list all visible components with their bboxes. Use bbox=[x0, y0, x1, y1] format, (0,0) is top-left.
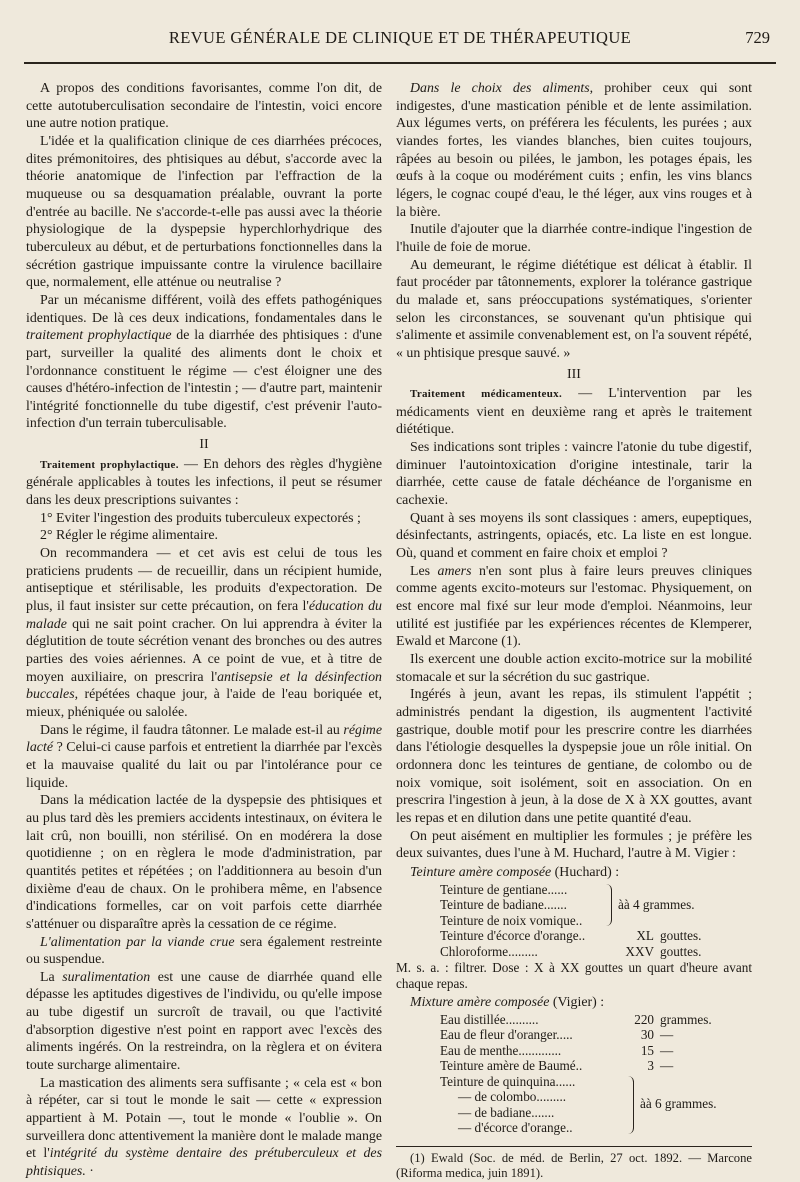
formula-row: Chloroforme......... XXV gouttes. bbox=[440, 943, 702, 959]
paragraph: L'alimentation par la viande crue sera également restreinte ou suspendue. bbox=[26, 934, 382, 968]
right-column bbox=[396, 80, 752, 1182]
list-item: 2° Régler le régime alimentaire. bbox=[40, 528, 218, 544]
formula-table bbox=[440, 882, 752, 960]
journal-title: REVUE GÉNÉRALE DE CLINIQUE ET DE THÉRAPEUTIQUE bbox=[168, 28, 632, 47]
paragraph: Traitement prophylactique. — En dehors des règles d'hygiène générale applicables à toutes les infections, il peut se résumer dans les deux prescriptions suivantes : bbox=[26, 456, 382, 509]
formula-row: Eau de menthe............. 15 — bbox=[440, 1042, 674, 1058]
header-rule bbox=[24, 62, 776, 64]
formula-row: Teinture d'écorce d'orange.. XL gouttes. bbox=[440, 928, 702, 944]
formula-title: Mixture amère composée (Vigier) : bbox=[410, 995, 605, 1011]
paragraph: L'idée et la qualification clinique de ces diarrhées précoces, dites prémonitoires, des phtisiques au début, s'accorde avec la théorie anatomique de l'infection par l'effraction de la muqueuse ou sa desquamation préalable, ouvrant la porte d'entrée au bacille. Ne s'accorde-t-elle pas aussi avec la théorie physiologique de la dyspepsie hyperchlorhydrique des tuberculeux au début, et de perturbations fonctionnelles dans la sécrétion gastrique impuissante contre la virulence bacillaire que, normalement, elle atténue ou neutralise ? bbox=[26, 133, 382, 291]
formula-row: — d'écorce d'orange.. bbox=[458, 1120, 573, 1136]
formula-row: Teinture de gentiane...... bbox=[440, 881, 568, 897]
paragraph: Dans la médication lactée de la dyspepsie des phtisiques et au plus tard dès les premiers accidents intestinaux, on évitera le lait crû, non bouilli, non stérilisé. On en modérera la dose quotidienne ; on en règlera le mode d'administration, par quantités petites et répétées ; on l'additionnera au besoin d'un dixième d'eau de chaux. On le prohibera même, en l'absence d'indications formelles, car on voit parfois cette diarrhée s'atténuer ou disparaître après la cessation de ce régime. bbox=[26, 793, 382, 932]
section-heading: Traitement prophylactique. bbox=[40, 458, 179, 471]
formula-row: Teinture de badiane....... bbox=[440, 897, 567, 913]
paragraph: Ils exercent une double action excito-motrice sur la mobilité stomacale et sur la sécrétion du suc gastrique. bbox=[396, 652, 752, 685]
formula-row: Teinture de noix vomique.. bbox=[440, 912, 583, 928]
paragraph: La suralimentation est une cause de diarrhée quand elle dépasse les aptitudes digestives de l'individu, ou qu'elle impose au tube digestif un surcroît de travail, ou que l'activité d'absorption digestive n'est point en rapport avec l'excès des aliments ingérés. On la restreindra, on la règlera et on évitera toute surcharge alimentaire. bbox=[26, 969, 382, 1074]
footnote-rule bbox=[396, 1146, 752, 1147]
paragraph: Inutile d'ajouter que la diarrhée contre-indique l'ingestion de l'huile de foie de morue. bbox=[396, 222, 752, 255]
brace-mark bbox=[606, 884, 612, 926]
paragraph: La mastication des aliments sera suffisante ; « cela est « bon à répéter, car si tout le monde le sait — cette « expression appartient à M. Potain —, tout le monde « l'oublie ». On surveillera donc attentivement la manière dont le malade mange et l'intégrité du système dentaire des prétuberculeux et des phtisiques. · bbox=[26, 1075, 382, 1180]
brace-mark bbox=[628, 1076, 634, 1134]
running-header bbox=[24, 28, 776, 54]
formula-row: Eau de fleur d'oranger..... 30 — bbox=[440, 1027, 674, 1043]
braced-ingredients bbox=[440, 882, 752, 929]
paragraph: Les amers n'en sont plus à faire leurs preuves cliniques comme agents excito-moteurs sur l'estomac. Physiquement, on est encore mal fixé sur leur mode d'emploi. Néanmoins, leur utilité est justifiée par les expériences récentes de Klemperer, Ewald et Marcone (1). bbox=[396, 563, 753, 650]
paragraph: Par un mécanisme différent, voilà des effets pathogéniques identiques. De là ces deux indications, fondamentales dans le traitement prophylactique de la diarrhée des phtisiques : d'une part, surveiller la qualité des aliments dont le choix et l'ordonnance constituent le régime — c'est éloigner une des causes d'hétéro-infection de l'intestin ; — d'autre part, maintenir l'intégrité fonctionnelle du tube digestif, c'est prévenir l'auto-infection d'un terrain tuberculisable. bbox=[26, 292, 382, 432]
footnote: (1) Ewald (Soc. de méd. de Berlin, 27 oct. 1892. — Marcone (Riforma medica, juin 1891). bbox=[396, 1150, 752, 1181]
paragraph: Dans le régime, il faudra tâtonner. Le malade est-il au régime lacté ? Celui-ci cause parfois et entretient la diarrhée par l'excès et la mauvaise qualité du lait ou par l'intolérance pour ce liquide. bbox=[26, 722, 382, 791]
page-number: 729 bbox=[745, 28, 770, 47]
section-heading: Traitement médicamenteux. bbox=[410, 388, 562, 401]
left-column bbox=[26, 80, 382, 1181]
paragraph: On peut aisément en multiplier les formules ; je préfère les deux suivantes, dues l'une à M. Huchard, l'autre à M. Vigier : bbox=[396, 828, 752, 862]
paragraph: Au demeurant, le régime diététique est délicat à établir. Il faut procéder par tâtonnements, explorer la tolérance gastrique du malade et, sans préoccupations systématiques, s'orienter selon les circonstances, se souvenant qu'un phtisique qui s'alimente et assimile convenablement est, on l'a souvent répété, « un phtisique presque sauvé. » bbox=[396, 257, 753, 361]
formula-title: Teinture amère composée (Huchard) : bbox=[410, 864, 620, 880]
formula-row: Teinture de quinquina...... bbox=[440, 1073, 576, 1089]
formula-row: — de colombo......... bbox=[458, 1089, 567, 1105]
paragraph: A propos des conditions favorisantes, comme l'on dit, de cette autotuberculisation secondaire de l'intestin, voici encore une autre notion pratique. bbox=[26, 81, 382, 132]
paragraph: Dans le choix des aliments, prohiber ceux qui sont indigestes, d'une mastication pénible et de lente assimilation. Aux légumes verts, on préférera les féculents, les purées ; aux viandes fortes, les viandes blanches, bien cuites toujours, râpées au besoin ou pilées, le jambon, les potages épais, les œufs à la coque ou modérément cuits ; enfin, les vins blancs légers, le cognac coupé d'eau, le thé léger, aux vins rouges et à la bière. bbox=[396, 81, 752, 220]
paragraph: On recommandera — et cet avis est celui de tous les praticiens prudents — de recueillir, dans un récipient humide, antiseptique et stérilisable, les produits d'expectoration. De plus, il faut insister sur cette précaution, on fera l'éducation du malade qui ne sait point cracher. On lui apprendra à éviter la déglutition de toute sécrétion venant des bronches ou des autres parties des voies aériennes. A ce point de vue, et à titre de moyen auxiliaire, on prescrira l'antisepsie et la désinfection buccales, répétées chaque jour, à l'aide de l'eau boriquée et, mieux, phéniquée ou salolée. bbox=[26, 546, 383, 720]
formula-row: — de badiane....... bbox=[458, 1104, 555, 1120]
braced-ingredients bbox=[440, 1074, 752, 1136]
section-numeral: III bbox=[567, 366, 581, 382]
brace-label: àà 4 grammes. bbox=[618, 896, 695, 912]
brace-label: àà 6 grammes. bbox=[640, 1095, 717, 1111]
section-numeral: II bbox=[199, 437, 209, 453]
paragraph: Traitement médicamenteux. — L'intervention par les médicaments vient en deuxième rang et après le traitement diététique. bbox=[396, 386, 752, 438]
formula-table bbox=[440, 1012, 752, 1136]
paragraph: Ses indications sont triples : vaincre l'atonie du tube digestif, diminuer l'autointoxication d'origine intestinale, tarir la diarrhée, cette cause de fatale déchéance de l'organisme en cachexie. bbox=[396, 440, 752, 509]
paragraph: Quant à ses moyens ils sont classiques : amers, eupeptiques, désinfectants, astringents, opiacés, etc. La liste en est longue. Où, quand et comment en faire choix et emploi ? bbox=[396, 510, 752, 562]
formula-row: Eau distillée.......... 220 grammes. bbox=[440, 1011, 712, 1027]
formula-instructions: M. s. a. : filtrer. Dose : X à XX gouttes un quart d'heure avant chaque repas. bbox=[396, 960, 752, 991]
paragraph: Ingérés à jeun, avant les repas, ils stimulent l'appétit ; administrés pendant la digestion, ils augmentent l'activité gastrique, double motif pour les prescrire contre les diarrhées dans l'étiologie desquelles la dyspepsie joue un rôle initial. On ordonnera donc les teintures de gentiane, de colombo ou de noix vomique, soit isolément, soit en association. On en prescrira l'ingestion à jeun, à la dose de X à XX gouttes, avant les repas et en dilution dans une petite quantité d'eau. bbox=[396, 687, 752, 826]
formula-row: Teinture amère de Baumé.. 3 — bbox=[440, 1058, 674, 1074]
list-item: 1° Eviter l'ingestion des produits tuberculeux expectorés ; bbox=[40, 510, 361, 526]
